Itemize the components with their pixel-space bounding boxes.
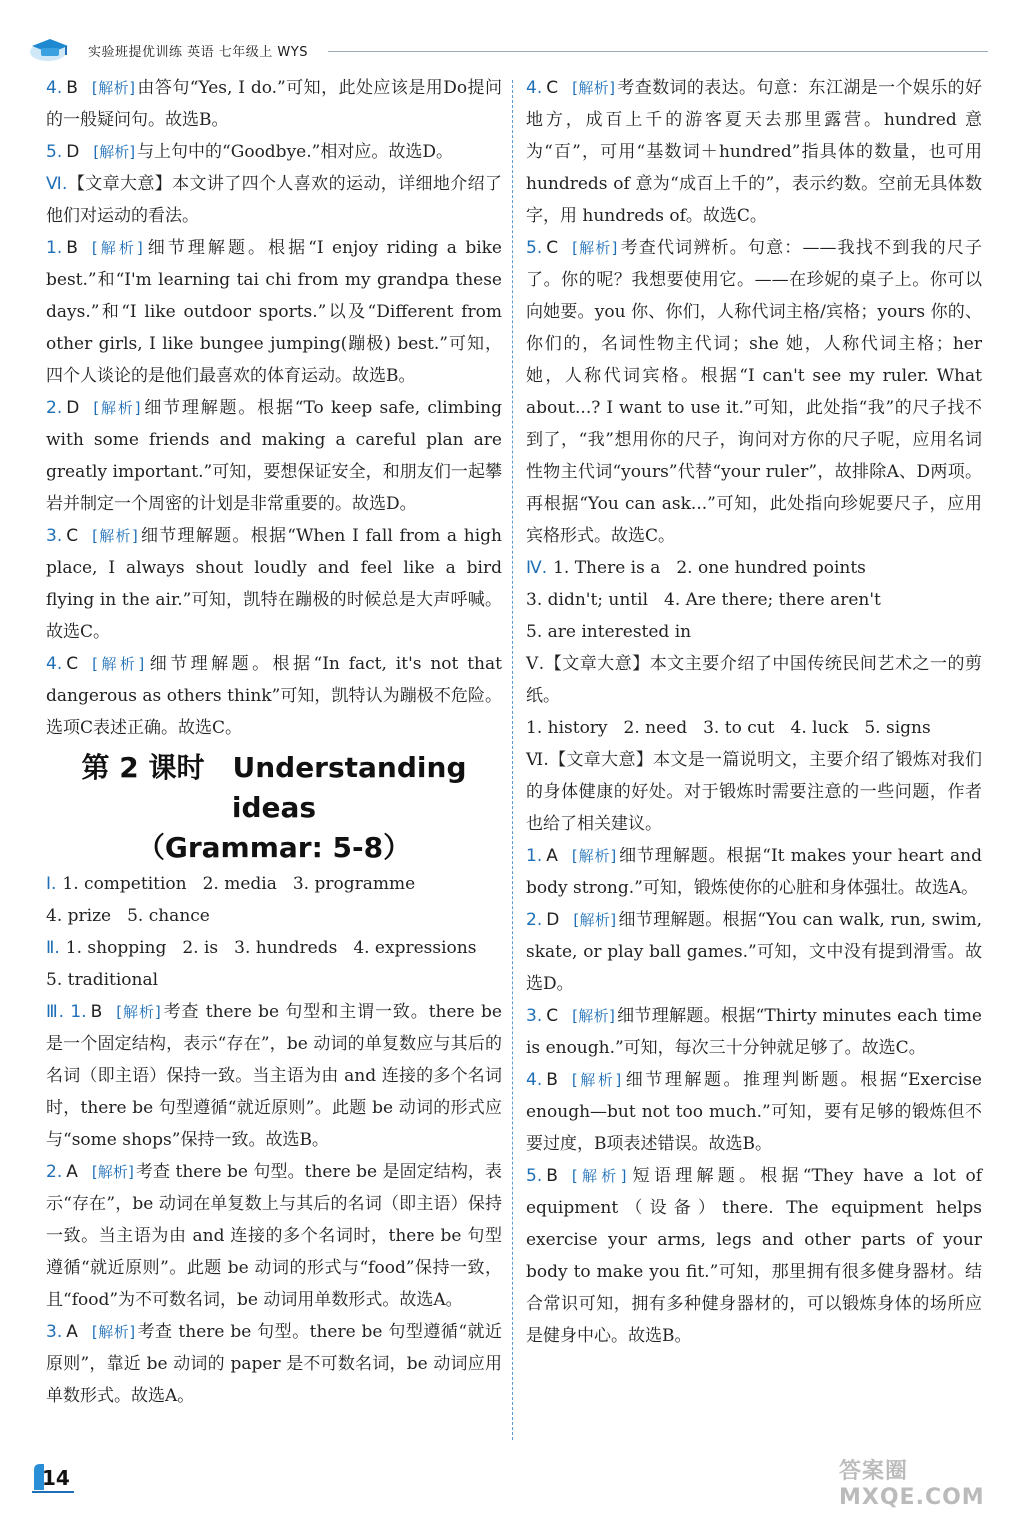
analysis-tag: [解析] [573,911,617,929]
analysis-tag: [解析] [571,1167,627,1185]
right-column [526,72,982,1352]
analysis-tag: [解析] [572,79,615,97]
graduation-cap-icon [28,36,74,62]
answer-item: 4. B [解析] 细节理解题。推理判断题。根据“Exercise enough—but not too much.”可知，要有足够的锻炼但不要过度，B项表述错误。故选B。 [526,1070,982,1154]
answer-row: Ⅰ. 1. competition 2. media 3. programme [46,874,416,894]
analysis-tag: [解析] [91,1163,134,1181]
page-header [28,36,988,66]
section-summary: Ⅵ.【文章大意】本文讲了四个人喜欢的运动，详细地介绍了他们对运动的看法。 [46,174,502,226]
answer-item: 2. D [解析] 细节理解题。根据“You can walk, run, swim, skate, or play ball games.”可知，文中没有提到滑雪。故选D。 [526,910,982,994]
answer-item: 4. B [解析] 由答句“Yes, I do.”可知，此处应该是用Do提问的一般疑问句。故选B。 [46,78,502,130]
answer-row: Ⅳ. 1. There is a 2. one hundred points [526,558,866,578]
answer-item: 1. A [解析] 细节理解题。根据“It makes your heart and body strong.”可知，锻炼使你的心脏和身体强壮。故选A。 [526,846,982,898]
analysis-tag: [解析] [92,527,138,545]
answer-row: Ⅱ. 1. shopping 2. is 3. hundreds 4. expressions [46,938,477,958]
analysis-tag: [解析] [572,1007,615,1025]
answer-item: 3. C [解析] 细节理解题。根据“When I fall from a high place, I always shout loudly and feel like a bird flying in the air.”可知，凯特在蹦极的时候总是大声呼喊。故选C。 [46,526,502,642]
answer-item: 5. B [解析] 短语理解题。根据“They have a lot of equipment（设备）there. The equipment helps exercise your arms, legs and other parts of your body to make you fit.”可知，那里拥有很多健身器材。结合常识可知，拥有多种健身器材的，可以锻炼身体的场所应是健身中心。故选B。 [526,1166,982,1346]
answer-row: 1. history 2. need 3. to cut 4. luck 5. signs [526,718,931,738]
answer-item: 2. D [解析] 细节理解题。根据“To keep safe, climbing with some friends and making a careful plan are greatly important.”可知，要想保证安全，和朋友们一起攀岩并制定一个周密的计划是非常重要的。故选D。 [46,398,502,514]
answer-item: 3. C [解析] 细节理解题。根据“Thirty minutes each time is enough.”可知，每次三十分钟就足够了。故选C。 [526,1006,982,1058]
analysis-tag: [解析] [92,655,145,673]
header-rule [328,51,988,52]
analysis-tag: [解析] [91,1323,136,1341]
analysis-tag: [解析] [571,847,617,865]
answer-item: 5. D [解析] 与上句中的“Goodbye.”相对应。故选D。 [46,142,453,162]
analysis-tag: [解析] [572,239,618,257]
answer-row: 5. are interested in [526,622,692,642]
watermark-text: 答案圈 MXQE.COM [839,1459,985,1510]
left-column [46,72,502,1412]
answer-item: 1. B [解析] 细节理解题。根据“I enjoy riding a bike best.”和“I'm learning tai chi from my grandpa these days.”和“I like outdoor sports.”以及“Different from other girls, I like bungee jumping(蹦极) best.”可知，四个人谈论的是他们最喜欢的体育运动。故选B。 [46,238,502,386]
lesson-title: 第 2 课时 Understanding ideas （Grammar: 5-8） [81,751,467,864]
watermark [839,1444,1009,1524]
column-divider [512,80,513,1440]
answer-item: 4. C [解析] 细节理解题。根据“In fact, it's not that dangerous as others think”可知，凯特认为蹦极不危险。选项C表述正确。故选C。 [46,654,502,738]
analysis-tag: [解析] [93,399,141,417]
answer-item: 3. A [解析] 考查 there be 句型。there be 句型遵循“就近原则”，靠近 be 动词的 paper 是不可数名词，be 动词应用单数形式。故选A。 [46,1322,502,1406]
answer-row: 5. traditional [46,970,159,990]
analysis-tag: [解析] [116,1003,161,1021]
answer-row: 4. prize 5. chance [46,906,210,926]
page-number: 14 [30,1460,78,1496]
answer-item: 2. A [解析] 考查 there be 句型。there be 是固定结构，表示“存在”，be 动词在单复数上与其后的名词（即主语）保持一致。当主语为由 and 连接的多个名词时，there be 句型遵循“就近原则”。此题 be 动词的形式与“food”保持一致，且“food”为不可数名词，be 动词用单数形式。故选A。 [46,1162,502,1310]
answer-row: 3. didn't; until 4. Are there; there aren't [526,590,881,610]
section-summary: Ⅴ.【文章大意】本文主要介绍了中国传统民间艺术之一的剪纸。 [526,654,982,706]
section-summary: Ⅵ.【文章大意】本文是一篇说明文，主要介绍了锻炼对我们的身体健康的好处。对于锻炼时需要注意的一些问题，作者也给了相关建议。 [526,750,982,834]
analysis-tag: [解析] [571,1071,622,1089]
header-title: 实验班提优训练 英语 七年级上 WYS [88,45,308,60]
analysis-tag: [解析] [91,79,135,97]
answer-item: 4. C [解析] 考查数词的表达。句意：东江湖是一个娱乐的好地方，成百上千的游客夏天去那里露营。hundred 意为“百”，可用“基数词＋hundred”指具体的数量，也可用 hundreds of 意为“成百上千的”，表示约数。空前无具体数字，用 hundreds of。故选C。 [526,78,982,226]
answer-item: Ⅲ. 1. B [解析] 考查 there be 句型和主谓一致。there be 是一个固定结构，表示“存在”，be 动词的单复数应与其后的名词（即主语）保持一致。当主语为由 and 连接的多个名词时，there be 句型遵循“就近原则”。此题 be 动词的形式应与“some shops”保持一致。故选B。 [46,1002,502,1150]
analysis-tag: [解析] [91,239,143,257]
answer-item: 5. C [解析] 考查代词辨析。句意：——我找不到我的尺子了。你的呢？我想要使用它。——在珍妮的桌子上。你可以向她要。you 你、你们，人称代词主格/宾格；yours 你的、你们的，名词性物主代词；she 她，人称代词主格；her 她，人称代词宾格。根据“I can't see my ruler. What about...? I want to use it.”可知，此处指“我”的尺子找不到了，“我”想用你的尺子，询问对方你的尺子呢，应用名词性物主代词“yours”代替“your ruler”，故排除A、D两项。再根据“You can ask...”可知，此处指向珍妮要尺子，应用宾格形式。故选C。 [526,238,982,546]
analysis-tag: [解析] [93,143,136,161]
